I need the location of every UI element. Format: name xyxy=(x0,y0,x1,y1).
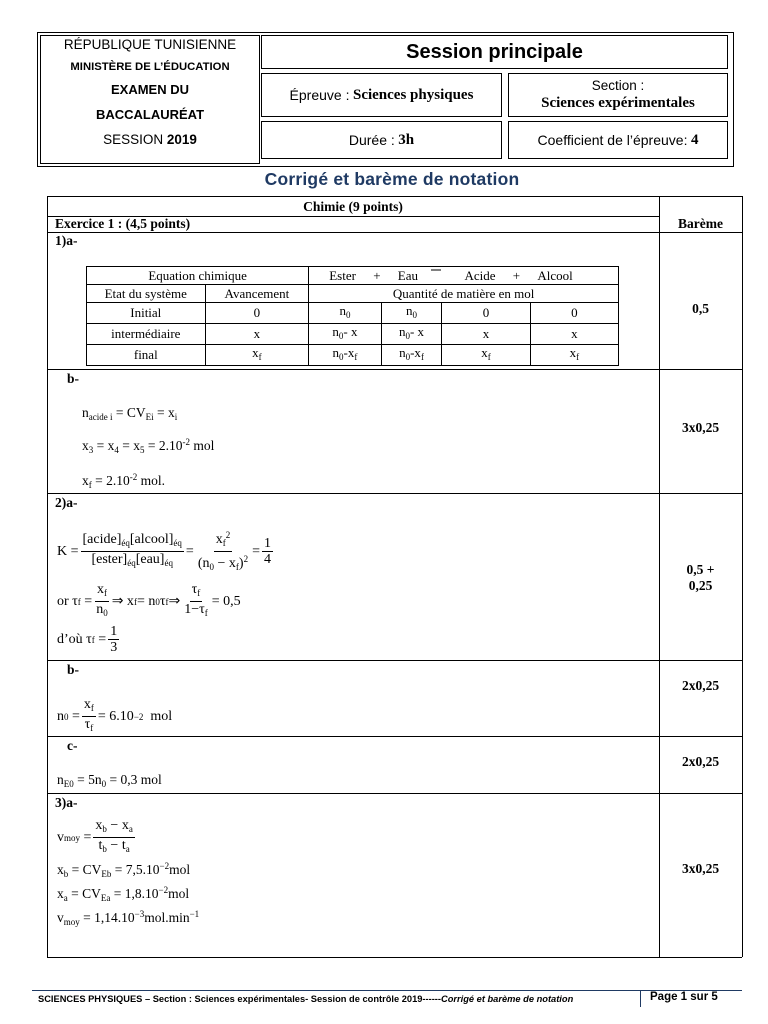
epreuve-value: Sciences physiques xyxy=(352,86,474,103)
session-label: SESSION xyxy=(103,132,164,147)
equation-label: Equation chimique xyxy=(87,267,309,285)
state-cell: final xyxy=(87,345,206,366)
formula-2b: n 0 = $\frac{x_f}{\tau_f}$ = 6.10 −2 mol xyxy=(57,697,172,736)
sub: 0 xyxy=(345,310,351,320)
eau-cell: $n_0-$ x xyxy=(381,324,442,345)
formula-3a-result: $v_{moy} = 1,14.10^{-3}mol.\min^{-1}$ xyxy=(57,909,200,927)
formula-1b-line1: $n_{acide i} = CV_{Ei} = x_i$ xyxy=(82,405,178,422)
question-1a: 1)a- xyxy=(55,233,78,248)
fraction: $\frac{[acide]_{éq}[alcool]_{éq}}{[ester]_{éq}[eau]_{éq}}$ xyxy=(82,532,182,568)
avancement-label: Avancement xyxy=(205,285,309,303)
formula-2a-tau: or τ f = $\frac{x_f}{n_0}$ ⇒ x f = n 0 τ f ⇒ $\frac{\tau_f}{1-\tau_f}$ = 0,5 xyxy=(57,582,241,621)
chimie-title: Chimie (9 points) xyxy=(303,199,403,214)
fraction: $\frac{1}{4}$ xyxy=(263,536,271,567)
eau-label: Eau xyxy=(397,267,418,283)
row-divider xyxy=(47,232,742,233)
table-row xyxy=(87,345,619,366)
ester-cell: $n_0-$ x xyxy=(309,324,382,345)
adv-cell: x xyxy=(205,324,309,345)
formula-2a-result: d’où τ f = $\frac{1}{3}$ xyxy=(57,624,118,655)
alcool-cell: $x_f$ xyxy=(530,345,618,366)
etat-label: Etat du système xyxy=(87,285,206,303)
state-cell: intermédiaire xyxy=(87,324,206,345)
table-border-right xyxy=(742,196,743,957)
section-label: Section : xyxy=(591,78,645,93)
question-2c: c- xyxy=(67,738,78,753)
coef-label: Coefficient de l’épreuve: xyxy=(537,132,688,148)
footer-rule xyxy=(32,990,742,991)
coef-value: 4 xyxy=(690,131,699,148)
row-divider xyxy=(47,369,742,370)
acide-label: Acide xyxy=(464,267,496,283)
eau-cell: $n_0-x_f$ xyxy=(381,345,442,366)
session-year-line xyxy=(41,132,259,147)
plus-sign: + xyxy=(373,267,381,283)
header-left-block xyxy=(40,35,260,164)
table-row xyxy=(87,303,619,324)
adv-cell: 0 xyxy=(205,303,309,324)
section-cell xyxy=(508,73,728,117)
state-cell: Initial xyxy=(87,303,206,324)
fraction: $\frac{\tau_f}{1-\tau_f}$ xyxy=(184,582,208,618)
formula-3a-vmoy: v moy = $\frac{x_b - x_a}{t_b - t_a}$ xyxy=(57,818,137,857)
document-title: Corrigé et barème de notation xyxy=(264,169,520,189)
fraction: $\frac{x_f^2}{(n_0 - x_f)^2}$ xyxy=(197,530,249,572)
row-divider xyxy=(47,793,742,794)
table-row xyxy=(87,324,619,345)
bareme-2c: 2x0,25 xyxy=(681,754,720,769)
fraction: $\frac{x_f}{\tau_f}$ xyxy=(83,697,94,733)
bareme-header: Barème xyxy=(678,216,723,231)
fraction: $\frac{1}{3}$ xyxy=(110,624,118,655)
formula-2c: $n_{E0} = 5n_0 = 0,3$ mol xyxy=(57,772,162,789)
question-2a: 2)a- xyxy=(55,495,78,510)
exam-line1: EXAMEN DU xyxy=(110,82,189,97)
fraction: $\frac{x_f}{n_0}$ xyxy=(96,582,108,618)
alcool-cell: x xyxy=(530,324,618,345)
plus-sign: + xyxy=(512,267,521,283)
duree-cell xyxy=(261,121,502,159)
alcool-label: Alcool xyxy=(537,267,573,283)
exercise-title: Exercice 1 : (4,5 points) xyxy=(55,216,191,231)
row-divider xyxy=(47,660,742,661)
session-title: Session principale xyxy=(261,35,728,69)
acide-cell: x xyxy=(442,324,530,345)
bareme-2a-line1: 0,5 + xyxy=(686,562,715,577)
ester-label: Ester xyxy=(329,267,356,283)
bareme-2a xyxy=(659,562,742,594)
epreuve-cell xyxy=(261,73,502,117)
quantite-label: Quantité de matière en mol xyxy=(309,285,619,303)
fraction: $\frac{x_b - x_a}{t_b - t_a}$ xyxy=(95,818,133,854)
equation-cell xyxy=(309,267,619,285)
row-divider xyxy=(47,736,742,737)
table-border-left xyxy=(47,196,48,957)
formula-2a-K: K = $\frac{[acide]_{éq}[alcool]_{éq}}{[ester]_{éq}[eau]_{éq}}$ = $\frac{x_f^2}{(n_0 - x_f)^2}$ = $\frac{1}{4}$ xyxy=(57,528,275,575)
bareme-3a: 3x0,25 xyxy=(681,861,720,876)
reaction-progress-table xyxy=(86,266,619,366)
question-3a: 3)a- xyxy=(55,795,78,810)
acide-cell: $x_f$ xyxy=(442,345,530,366)
exam-line2: BACCALAURÉAT xyxy=(95,107,205,122)
formula-3a-xb: $x_b = CV_{Eb} = 7,5.10^{-2}mol$ xyxy=(57,861,191,879)
bareme-1a: 0,5 xyxy=(692,301,709,316)
footer-italic: Corrigé et barème de notation xyxy=(441,994,574,1004)
section-value: Sciences expérimentales xyxy=(541,95,695,111)
duree-value: 3h xyxy=(398,131,415,148)
formula-1b-line3: $x_f = 2.10^{-2}$ mol. xyxy=(82,472,166,490)
ministry-text: MINISTÈRE DE L’ÉDUCATION xyxy=(70,61,230,73)
bareme-1b: 3x0,25 xyxy=(681,420,720,435)
table-border-bottom xyxy=(47,957,742,958)
footer-main: SCIENCES PHYSIQUES – Section : Sciences expérimentales- Session de contrôle 2019------ xyxy=(38,994,441,1004)
row-divider xyxy=(47,493,742,494)
question-1b: b- xyxy=(67,371,80,386)
eau-cell: $n_0$ xyxy=(381,303,442,324)
coef-cell xyxy=(508,121,728,159)
adv-cell: $x_f$ xyxy=(205,345,309,366)
equilibrium-arrow-icon xyxy=(427,270,453,280)
ester-cell: $n_0-x_f$ xyxy=(309,345,382,366)
page-number: Page 1 sur 5 xyxy=(640,991,718,1007)
formula-1b-line2: $x_3 = x_4 = x_5 = 2.10^{-2}$ mol xyxy=(82,437,215,455)
duree-label: Durée : xyxy=(348,132,395,148)
epreuve-label: Épreuve : xyxy=(289,87,350,103)
bareme-2a-line2: 0,25 xyxy=(688,578,713,593)
republic-text: RÉPUBLIQUE TUNISIENNE xyxy=(63,37,237,52)
table-border-top xyxy=(47,196,742,197)
session-year: 2019 xyxy=(166,132,197,147)
footer-text xyxy=(38,994,573,1004)
question-2b: b- xyxy=(67,662,80,677)
alcool-cell: 0 xyxy=(530,303,618,324)
acide-cell: 0 xyxy=(442,303,530,324)
ester-cell: $n_0$ xyxy=(309,303,382,324)
sub: 0 xyxy=(412,310,418,320)
bareme-2b: 2x0,25 xyxy=(681,678,720,693)
formula-3a-xa: $x_a = CV_{Ea} = 1,8.10^{-2}mol$ xyxy=(57,885,190,903)
